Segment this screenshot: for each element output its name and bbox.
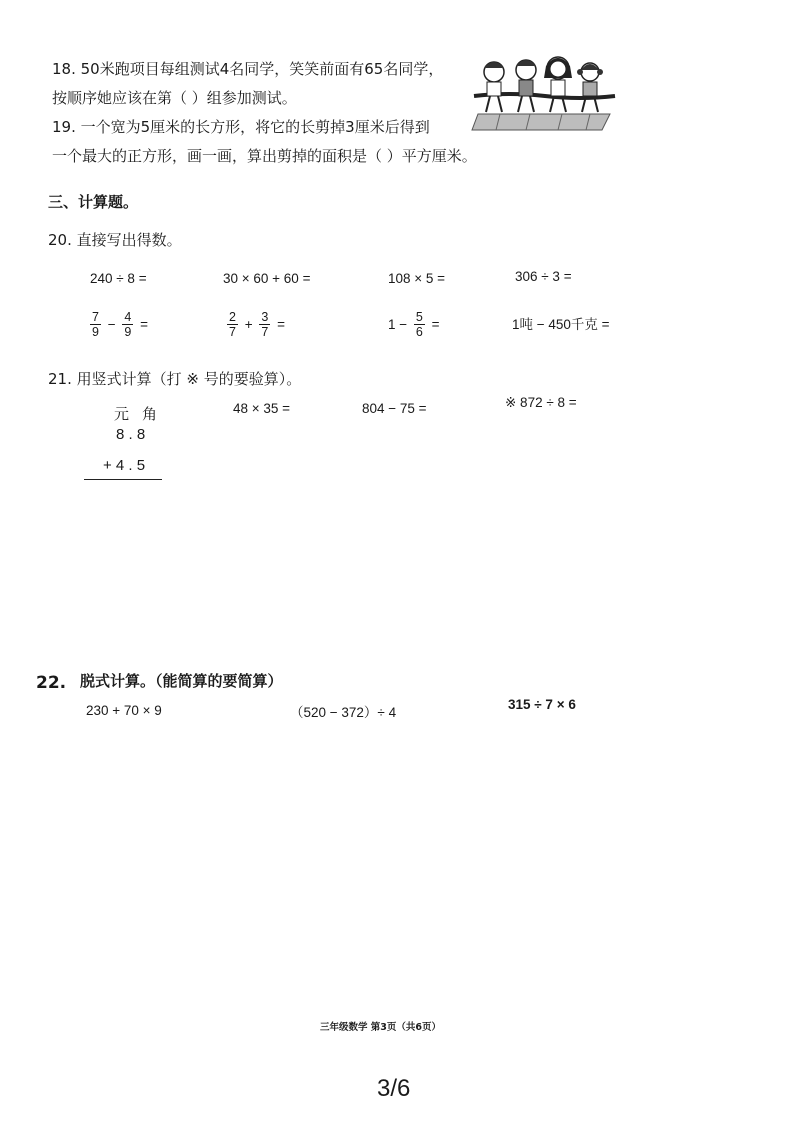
q22-title: 脱式计算。（能简算的要简算） [80, 672, 283, 690]
q18-line2: 按顺序她应该在第（ ）组参加测试。 [52, 89, 297, 107]
q21-title: 21. 用竖式计算（打 ※ 号的要验算）。 [48, 370, 302, 388]
q22-item-c: 315 ÷ 7 × 6 [508, 697, 576, 712]
q22-item-b: （520 − 372）÷ 4 [290, 705, 397, 720]
page-indicator: 3/6 [377, 1075, 411, 1102]
q20-title: 20. 直接写出得数。 [48, 231, 182, 249]
q19-line1: 19. 一个宽为5厘米的长方形，将它的长剪掉3厘米后得到 [52, 118, 430, 136]
q21-item-c: ※ 872 ÷ 8 = [505, 395, 577, 410]
q20-frac-c: 1 − $\frac{5}{6}$ = [388, 310, 440, 340]
q19-line2: 一个最大的正方形，画一画，算出剪掉的面积是（ ）平方厘米。 [52, 147, 477, 165]
q21-vertical-line [84, 479, 162, 480]
section3-title: 三、计算题。 [48, 193, 139, 211]
q20-frac-b: $\frac{2}{7}$ + $\frac{3}{7}$ = [229, 310, 285, 340]
q22-number: 22. [36, 673, 67, 693]
q20-row1-b: 30 × 60 + 60 = [223, 271, 311, 286]
q21-col-jiao: 角 [142, 405, 158, 423]
page-footer: 三年级数学 第3页（共6页） [320, 1022, 442, 1033]
q20-row2-d: 1吨 − 450千克 = [512, 317, 610, 332]
q20-row1-c: 108 × 5 = [388, 271, 446, 286]
children-running-race-image [470, 52, 620, 132]
q21-col-yuan: 元 [114, 405, 130, 423]
q20-row1-d: 306 ÷ 3 = [515, 269, 572, 284]
q20-row1-a: 240 ÷ 8 = [90, 271, 147, 286]
q21-vertical-add: + 4 . 5 [103, 457, 146, 474]
q21-item-a: 48 × 35 = [233, 401, 291, 416]
q21-item-b: 804 − 75 = [362, 401, 427, 416]
q18-line1: 18. 50米跑项目每组测试4名同学，笑笑前面有65名同学， [52, 60, 444, 78]
q21-vertical-top: 8 . 8 [116, 426, 146, 443]
q20-frac-a: $\frac{7}{9}$ − $\frac{4}{9}$ = [92, 310, 148, 340]
q22-item-a: 230 + 70 × 9 [86, 703, 162, 718]
